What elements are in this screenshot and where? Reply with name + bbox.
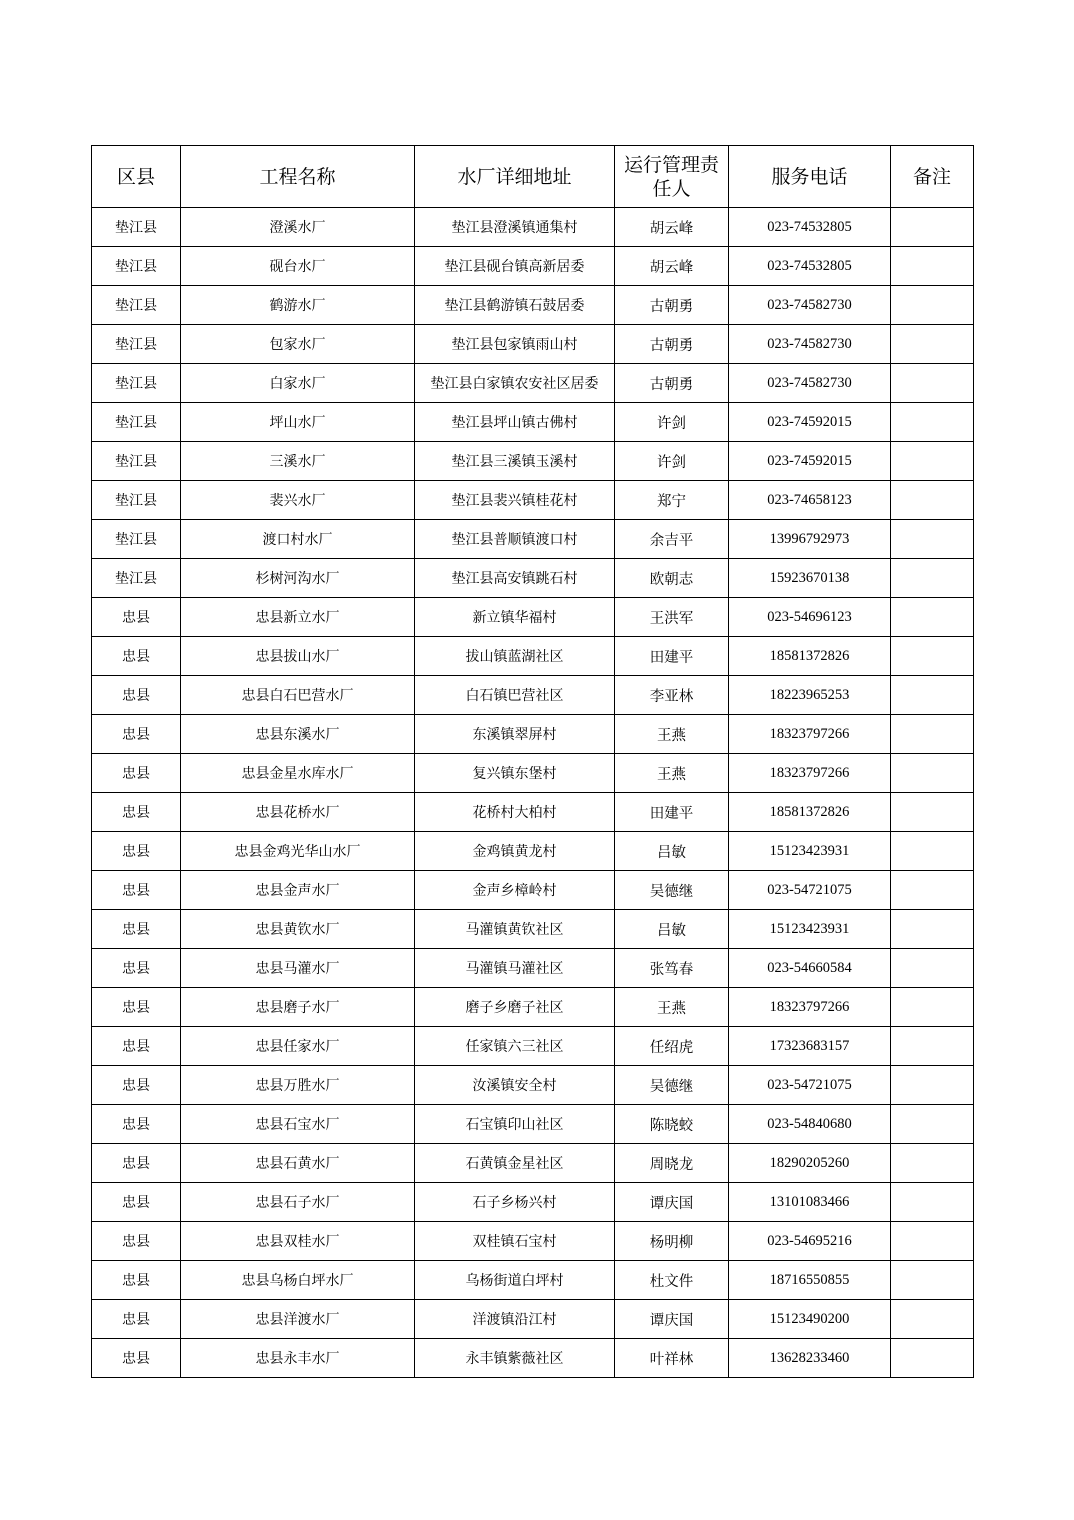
manager-cell: 叶祥林 bbox=[615, 1339, 729, 1378]
project-name-cell: 杉树河沟水厂 bbox=[181, 559, 415, 598]
table-row bbox=[92, 1183, 974, 1222]
manager-cell: 田建平 bbox=[615, 793, 729, 832]
remarks-cell bbox=[891, 1300, 974, 1339]
remarks-cell bbox=[891, 1183, 974, 1222]
manager-cell: 古朝勇 bbox=[615, 364, 729, 403]
district-cell: 忠县 bbox=[92, 949, 181, 988]
address-cell: 汝溪镇安全村 bbox=[415, 1066, 615, 1105]
address-cell: 垫江县鹤游镇石鼓居委 bbox=[415, 286, 615, 325]
address-cell: 垫江县裴兴镇桂花村 bbox=[415, 481, 615, 520]
project-name-cell: 忠县白石巴营水厂 bbox=[181, 676, 415, 715]
phone-cell: 023-74582730 bbox=[729, 286, 891, 325]
remarks-cell bbox=[891, 832, 974, 871]
phone-cell: 15123423931 bbox=[729, 832, 891, 871]
district-cell: 垫江县 bbox=[92, 208, 181, 247]
table-row bbox=[92, 1261, 974, 1300]
phone-cell: 15923670138 bbox=[729, 559, 891, 598]
phone-cell: 15123423931 bbox=[729, 910, 891, 949]
phone-cell: 15123490200 bbox=[729, 1300, 891, 1339]
district-cell: 垫江县 bbox=[92, 559, 181, 598]
remarks-cell bbox=[891, 754, 974, 793]
header-operation-manager: 运行管理责任人 bbox=[615, 146, 729, 208]
phone-cell: 023-74582730 bbox=[729, 364, 891, 403]
header-remarks: 备注 bbox=[891, 146, 974, 208]
manager-cell: 吕敏 bbox=[615, 832, 729, 871]
address-cell: 白石镇巴营社区 bbox=[415, 676, 615, 715]
remarks-cell bbox=[891, 1144, 974, 1183]
district-cell: 垫江县 bbox=[92, 286, 181, 325]
table-row bbox=[92, 754, 974, 793]
manager-cell: 王洪军 bbox=[615, 598, 729, 637]
manager-cell: 杜文件 bbox=[615, 1261, 729, 1300]
table-row bbox=[92, 949, 974, 988]
phone-cell: 18323797266 bbox=[729, 715, 891, 754]
project-name-cell: 坪山水厂 bbox=[181, 403, 415, 442]
phone-cell: 023-74582730 bbox=[729, 325, 891, 364]
table-row bbox=[92, 286, 974, 325]
phone-cell: 023-74532805 bbox=[729, 247, 891, 286]
remarks-cell bbox=[891, 403, 974, 442]
table-row bbox=[92, 598, 974, 637]
table-row bbox=[92, 1066, 974, 1105]
project-name-cell: 忠县花桥水厂 bbox=[181, 793, 415, 832]
table-row bbox=[92, 403, 974, 442]
address-cell: 马灌镇黄钦社区 bbox=[415, 910, 615, 949]
remarks-cell bbox=[891, 520, 974, 559]
header-project-name: 工程名称 bbox=[181, 146, 415, 208]
table-row bbox=[92, 715, 974, 754]
remarks-cell bbox=[891, 325, 974, 364]
remarks-cell bbox=[891, 988, 974, 1027]
project-name-cell: 忠县新立水厂 bbox=[181, 598, 415, 637]
table-row bbox=[92, 988, 974, 1027]
header-district: 区县 bbox=[92, 146, 181, 208]
project-name-cell: 忠县金鸡光华山水厂 bbox=[181, 832, 415, 871]
manager-cell: 杨明柳 bbox=[615, 1222, 729, 1261]
header-plant-address: 水厂详细地址 bbox=[415, 146, 615, 208]
district-cell: 垫江县 bbox=[92, 325, 181, 364]
manager-cell: 张笃春 bbox=[615, 949, 729, 988]
address-cell: 任家镇六三社区 bbox=[415, 1027, 615, 1066]
manager-cell: 任绍虎 bbox=[615, 1027, 729, 1066]
table-row bbox=[92, 481, 974, 520]
project-name-cell: 忠县永丰水厂 bbox=[181, 1339, 415, 1378]
address-cell: 金鸡镇黄龙村 bbox=[415, 832, 615, 871]
district-cell: 忠县 bbox=[92, 754, 181, 793]
phone-cell: 023-54721075 bbox=[729, 1066, 891, 1105]
remarks-cell bbox=[891, 364, 974, 403]
manager-cell: 吴德继 bbox=[615, 1066, 729, 1105]
table-row bbox=[92, 1339, 974, 1378]
address-cell: 拔山镇蓝湖社区 bbox=[415, 637, 615, 676]
remarks-cell bbox=[891, 910, 974, 949]
project-name-cell: 忠县东溪水厂 bbox=[181, 715, 415, 754]
district-cell: 垫江县 bbox=[92, 520, 181, 559]
address-cell: 垫江县三溪镇玉溪村 bbox=[415, 442, 615, 481]
district-cell: 忠县 bbox=[92, 637, 181, 676]
district-cell: 忠县 bbox=[92, 1183, 181, 1222]
manager-cell: 王燕 bbox=[615, 754, 729, 793]
district-cell: 忠县 bbox=[92, 1144, 181, 1183]
project-name-cell: 忠县任家水厂 bbox=[181, 1027, 415, 1066]
project-name-cell: 忠县马灌水厂 bbox=[181, 949, 415, 988]
table-row bbox=[92, 208, 974, 247]
address-cell: 石子乡杨兴村 bbox=[415, 1183, 615, 1222]
district-cell: 忠县 bbox=[92, 1105, 181, 1144]
phone-cell: 023-74592015 bbox=[729, 442, 891, 481]
phone-cell: 13101083466 bbox=[729, 1183, 891, 1222]
address-cell: 垫江县砚台镇高新居委 bbox=[415, 247, 615, 286]
remarks-cell bbox=[891, 871, 974, 910]
district-cell: 忠县 bbox=[92, 598, 181, 637]
project-name-cell: 三溪水厂 bbox=[181, 442, 415, 481]
phone-cell: 18323797266 bbox=[729, 754, 891, 793]
remarks-cell bbox=[891, 1261, 974, 1300]
table-row bbox=[92, 1300, 974, 1339]
remarks-cell bbox=[891, 1105, 974, 1144]
manager-cell: 许剑 bbox=[615, 403, 729, 442]
table-row bbox=[92, 520, 974, 559]
district-cell: 忠县 bbox=[92, 832, 181, 871]
project-name-cell: 忠县金声水厂 bbox=[181, 871, 415, 910]
district-cell: 忠县 bbox=[92, 1300, 181, 1339]
manager-cell: 陈晓蛟 bbox=[615, 1105, 729, 1144]
project-name-cell: 忠县万胜水厂 bbox=[181, 1066, 415, 1105]
phone-cell: 13628233460 bbox=[729, 1339, 891, 1378]
project-name-cell: 忠县石黄水厂 bbox=[181, 1144, 415, 1183]
manager-cell: 吕敏 bbox=[615, 910, 729, 949]
project-name-cell: 包家水厂 bbox=[181, 325, 415, 364]
table-row bbox=[92, 910, 974, 949]
project-name-cell: 白家水厂 bbox=[181, 364, 415, 403]
district-cell: 忠县 bbox=[92, 988, 181, 1027]
remarks-cell bbox=[891, 949, 974, 988]
table-row bbox=[92, 325, 974, 364]
manager-cell: 古朝勇 bbox=[615, 286, 729, 325]
water-plant-table bbox=[91, 145, 974, 1378]
manager-cell: 古朝勇 bbox=[615, 325, 729, 364]
address-cell: 乌杨街道白坪村 bbox=[415, 1261, 615, 1300]
district-cell: 忠县 bbox=[92, 1261, 181, 1300]
table-row bbox=[92, 559, 974, 598]
header-service-phone: 服务电话 bbox=[729, 146, 891, 208]
manager-cell: 胡云峰 bbox=[615, 208, 729, 247]
project-name-cell: 忠县双桂水厂 bbox=[181, 1222, 415, 1261]
district-cell: 垫江县 bbox=[92, 481, 181, 520]
phone-cell: 023-74658123 bbox=[729, 481, 891, 520]
remarks-cell bbox=[891, 442, 974, 481]
district-cell: 忠县 bbox=[92, 676, 181, 715]
table-row bbox=[92, 871, 974, 910]
address-cell: 石宝镇印山社区 bbox=[415, 1105, 615, 1144]
manager-cell: 周晓龙 bbox=[615, 1144, 729, 1183]
remarks-cell bbox=[891, 1066, 974, 1105]
address-cell: 磨子乡磨子社区 bbox=[415, 988, 615, 1027]
address-cell: 石黄镇金星社区 bbox=[415, 1144, 615, 1183]
district-cell: 垫江县 bbox=[92, 442, 181, 481]
phone-cell: 17323683157 bbox=[729, 1027, 891, 1066]
phone-cell: 18581372826 bbox=[729, 793, 891, 832]
address-cell: 花桥村大柏村 bbox=[415, 793, 615, 832]
address-cell: 金声乡樟岭村 bbox=[415, 871, 615, 910]
manager-cell: 余吉平 bbox=[615, 520, 729, 559]
header-row bbox=[92, 146, 974, 208]
remarks-cell bbox=[891, 598, 974, 637]
table-row bbox=[92, 1222, 974, 1261]
manager-cell: 许剑 bbox=[615, 442, 729, 481]
project-name-cell: 渡口村水厂 bbox=[181, 520, 415, 559]
table-row bbox=[92, 442, 974, 481]
district-cell: 忠县 bbox=[92, 871, 181, 910]
manager-cell: 王燕 bbox=[615, 988, 729, 1027]
remarks-cell bbox=[891, 1027, 974, 1066]
district-cell: 垫江县 bbox=[92, 247, 181, 286]
district-cell: 忠县 bbox=[92, 1222, 181, 1261]
phone-cell: 023-54660584 bbox=[729, 949, 891, 988]
table-row bbox=[92, 1027, 974, 1066]
table-row bbox=[92, 247, 974, 286]
phone-cell: 13996792973 bbox=[729, 520, 891, 559]
project-name-cell: 鹤游水厂 bbox=[181, 286, 415, 325]
table-body bbox=[92, 208, 974, 1378]
table-row bbox=[92, 364, 974, 403]
district-cell: 垫江县 bbox=[92, 364, 181, 403]
phone-cell: 18581372826 bbox=[729, 637, 891, 676]
address-cell: 洋渡镇沿江村 bbox=[415, 1300, 615, 1339]
phone-cell: 023-54695216 bbox=[729, 1222, 891, 1261]
address-cell: 新立镇华福村 bbox=[415, 598, 615, 637]
project-name-cell: 忠县拔山水厂 bbox=[181, 637, 415, 676]
address-cell: 垫江县包家镇雨山村 bbox=[415, 325, 615, 364]
manager-cell: 吴德继 bbox=[615, 871, 729, 910]
district-cell: 忠县 bbox=[92, 1339, 181, 1378]
address-cell: 双桂镇石宝村 bbox=[415, 1222, 615, 1261]
phone-cell: 023-54721075 bbox=[729, 871, 891, 910]
manager-cell: 谭庆国 bbox=[615, 1183, 729, 1222]
manager-cell: 李亚林 bbox=[615, 676, 729, 715]
address-cell: 垫江县白家镇农安社区居委 bbox=[415, 364, 615, 403]
manager-cell: 郑宁 bbox=[615, 481, 729, 520]
remarks-cell bbox=[891, 1339, 974, 1378]
project-name-cell: 忠县洋渡水厂 bbox=[181, 1300, 415, 1339]
table-row bbox=[92, 1144, 974, 1183]
project-name-cell: 忠县乌杨白坪水厂 bbox=[181, 1261, 415, 1300]
project-name-cell: 砚台水厂 bbox=[181, 247, 415, 286]
phone-cell: 023-54696123 bbox=[729, 598, 891, 637]
phone-cell: 18323797266 bbox=[729, 988, 891, 1027]
district-cell: 垫江县 bbox=[92, 403, 181, 442]
phone-cell: 18290205260 bbox=[729, 1144, 891, 1183]
address-cell: 马灌镇马灌社区 bbox=[415, 949, 615, 988]
remarks-cell bbox=[891, 793, 974, 832]
district-cell: 忠县 bbox=[92, 910, 181, 949]
phone-cell: 18223965253 bbox=[729, 676, 891, 715]
district-cell: 忠县 bbox=[92, 1027, 181, 1066]
project-name-cell: 裴兴水厂 bbox=[181, 481, 415, 520]
manager-cell: 田建平 bbox=[615, 637, 729, 676]
table-row bbox=[92, 676, 974, 715]
address-cell: 复兴镇东堡村 bbox=[415, 754, 615, 793]
table-header bbox=[92, 146, 974, 208]
phone-cell: 023-74532805 bbox=[729, 208, 891, 247]
district-cell: 忠县 bbox=[92, 793, 181, 832]
project-name-cell: 忠县石宝水厂 bbox=[181, 1105, 415, 1144]
table-row bbox=[92, 1105, 974, 1144]
phone-cell: 023-54840680 bbox=[729, 1105, 891, 1144]
remarks-cell bbox=[891, 1222, 974, 1261]
manager-cell: 胡云峰 bbox=[615, 247, 729, 286]
project-name-cell: 忠县石子水厂 bbox=[181, 1183, 415, 1222]
project-name-cell: 忠县金星水库水厂 bbox=[181, 754, 415, 793]
address-cell: 垫江县坪山镇古佛村 bbox=[415, 403, 615, 442]
table-row bbox=[92, 793, 974, 832]
manager-cell: 谭庆国 bbox=[615, 1300, 729, 1339]
remarks-cell bbox=[891, 247, 974, 286]
table-row bbox=[92, 832, 974, 871]
district-cell: 忠县 bbox=[92, 715, 181, 754]
remarks-cell bbox=[891, 715, 974, 754]
manager-cell: 王燕 bbox=[615, 715, 729, 754]
address-cell: 垫江县高安镇跳石村 bbox=[415, 559, 615, 598]
remarks-cell bbox=[891, 286, 974, 325]
remarks-cell bbox=[891, 208, 974, 247]
remarks-cell bbox=[891, 559, 974, 598]
address-cell: 东溪镇翠屏村 bbox=[415, 715, 615, 754]
phone-cell: 18716550855 bbox=[729, 1261, 891, 1300]
remarks-cell bbox=[891, 676, 974, 715]
address-cell: 永丰镇紫薇社区 bbox=[415, 1339, 615, 1378]
remarks-cell bbox=[891, 637, 974, 676]
phone-cell: 023-74592015 bbox=[729, 403, 891, 442]
district-cell: 忠县 bbox=[92, 1066, 181, 1105]
table-row bbox=[92, 637, 974, 676]
manager-cell: 欧朝志 bbox=[615, 559, 729, 598]
project-name-cell: 忠县黄钦水厂 bbox=[181, 910, 415, 949]
address-cell: 垫江县普顺镇渡口村 bbox=[415, 520, 615, 559]
remarks-cell bbox=[891, 481, 974, 520]
project-name-cell: 忠县磨子水厂 bbox=[181, 988, 415, 1027]
address-cell: 垫江县澄溪镇通集村 bbox=[415, 208, 615, 247]
project-name-cell: 澄溪水厂 bbox=[181, 208, 415, 247]
